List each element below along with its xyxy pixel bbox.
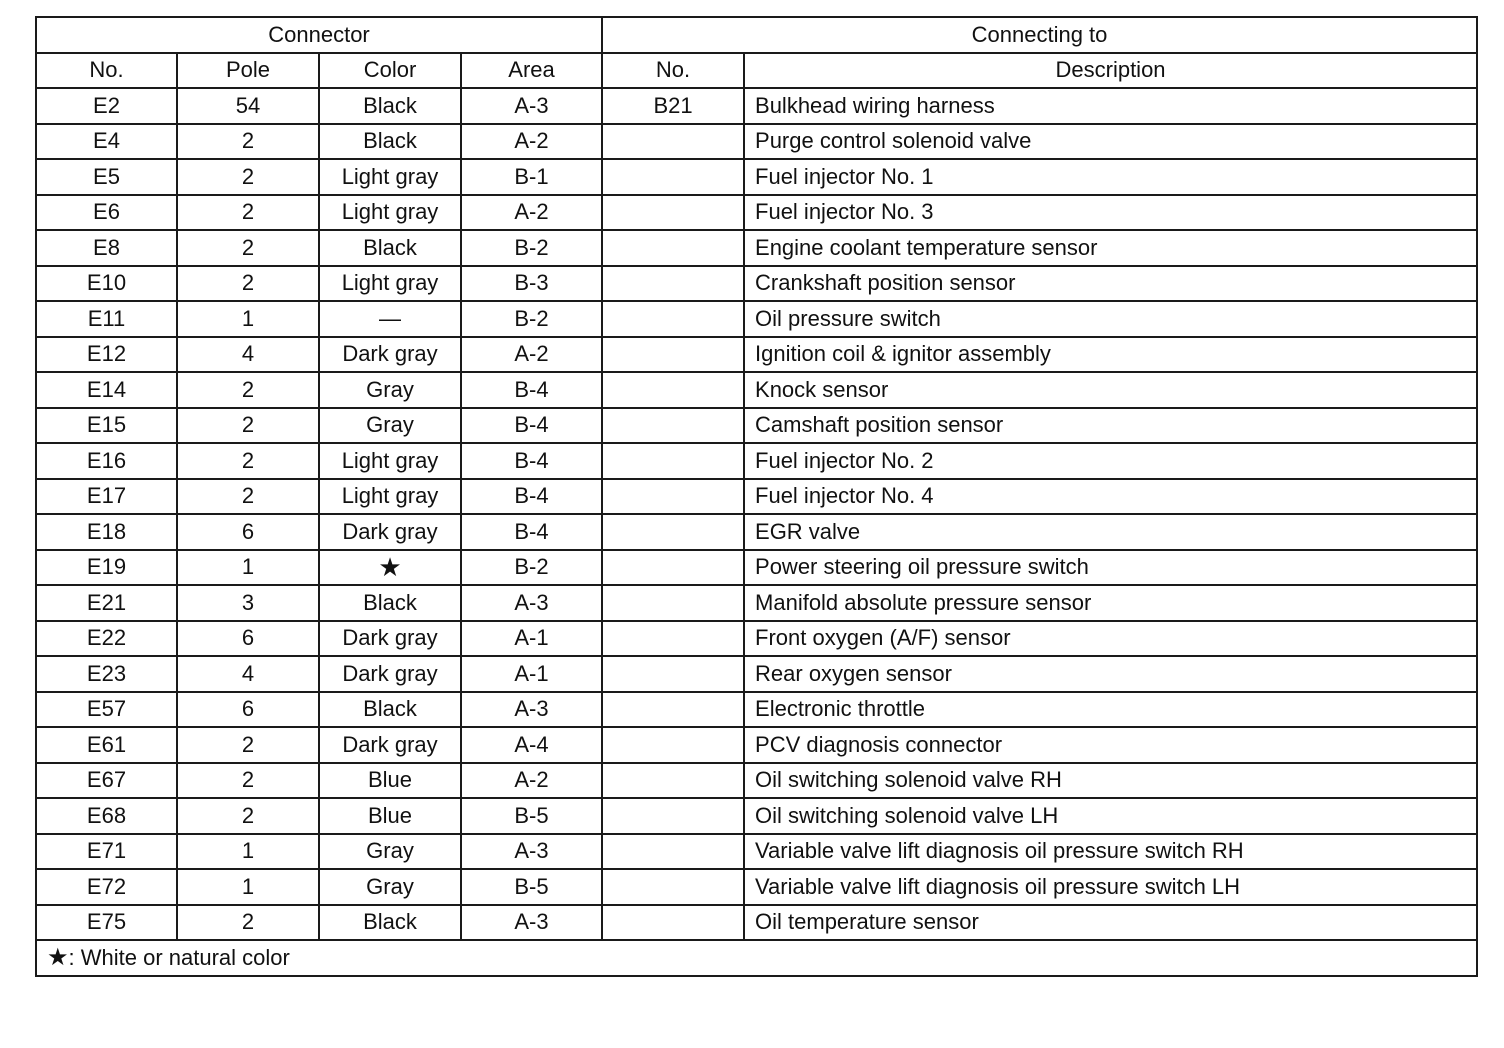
- cell-no: E23: [36, 656, 177, 692]
- cell-description: Front oxygen (A/F) sensor: [744, 621, 1477, 657]
- cell-description: Power steering oil pressure switch: [744, 550, 1477, 586]
- star-icon: ★: [319, 550, 461, 586]
- table-row: [36, 337, 1477, 373]
- cell-pole: 1: [177, 834, 319, 870]
- cell-pole: 2: [177, 195, 319, 231]
- cell-color: Light gray: [319, 479, 461, 515]
- table-row: [36, 905, 1477, 941]
- cell-color: Black: [319, 585, 461, 621]
- column-header-row: [36, 53, 1477, 89]
- cell-area: A-3: [461, 905, 602, 941]
- table-row: [36, 372, 1477, 408]
- table-row: [36, 656, 1477, 692]
- cell-to-no: [602, 301, 744, 337]
- header-no: No.: [36, 53, 177, 89]
- table-row: [36, 869, 1477, 905]
- cell-description: Engine coolant temperature sensor: [744, 230, 1477, 266]
- cell-to-no: [602, 798, 744, 834]
- table-row: [36, 692, 1477, 728]
- cell-to-no: [602, 159, 744, 195]
- cell-no: E8: [36, 230, 177, 266]
- cell-no: E16: [36, 443, 177, 479]
- cell-pole: 2: [177, 408, 319, 444]
- cell-no: E11: [36, 301, 177, 337]
- cell-to-no: [602, 763, 744, 799]
- cell-area: B-5: [461, 798, 602, 834]
- table-row: [36, 88, 1477, 124]
- header-connector: Connector: [36, 17, 602, 53]
- cell-to-no: [602, 656, 744, 692]
- cell-area: A-2: [461, 124, 602, 160]
- cell-to-no: [602, 124, 744, 160]
- cell-no: E18: [36, 514, 177, 550]
- table-row: [36, 550, 1477, 586]
- cell-color: Gray: [319, 408, 461, 444]
- cell-no: E6: [36, 195, 177, 231]
- cell-area: B-2: [461, 550, 602, 586]
- cell-color: Gray: [319, 372, 461, 408]
- cell-pole: 2: [177, 230, 319, 266]
- cell-area: B-3: [461, 266, 602, 302]
- cell-to-no: [602, 266, 744, 302]
- cell-color: Black: [319, 905, 461, 941]
- header-pole: Pole: [177, 53, 319, 89]
- cell-description: Variable valve lift diagnosis oil pressure switch LH: [744, 869, 1477, 905]
- cell-to-no: [602, 621, 744, 657]
- table-row: [36, 585, 1477, 621]
- cell-pole: 6: [177, 621, 319, 657]
- cell-description: Variable valve lift diagnosis oil pressure switch RH: [744, 834, 1477, 870]
- cell-pole: 4: [177, 656, 319, 692]
- cell-area: B-2: [461, 301, 602, 337]
- cell-to-no: [602, 443, 744, 479]
- cell-no: E10: [36, 266, 177, 302]
- table-row: [36, 763, 1477, 799]
- cell-color: Blue: [319, 763, 461, 799]
- cell-area: A-3: [461, 88, 602, 124]
- header-color: Color: [319, 53, 461, 89]
- cell-color: Black: [319, 692, 461, 728]
- table-row: [36, 408, 1477, 444]
- cell-to-no: [602, 727, 744, 763]
- cell-no: E14: [36, 372, 177, 408]
- cell-color: Dark gray: [319, 727, 461, 763]
- cell-to-no: [602, 408, 744, 444]
- cell-no: E4: [36, 124, 177, 160]
- table-row: [36, 301, 1477, 337]
- cell-area: A-2: [461, 195, 602, 231]
- cell-to-no: [602, 834, 744, 870]
- cell-no: E72: [36, 869, 177, 905]
- cell-no: E12: [36, 337, 177, 373]
- cell-color: Light gray: [319, 443, 461, 479]
- cell-description: Rear oxygen sensor: [744, 656, 1477, 692]
- cell-description: Oil pressure switch: [744, 301, 1477, 337]
- table-row: [36, 124, 1477, 160]
- cell-area: B-2: [461, 230, 602, 266]
- header-description: Description: [744, 53, 1477, 89]
- cell-description: Fuel injector No. 1: [744, 159, 1477, 195]
- cell-to-no: [602, 514, 744, 550]
- cell-color: Dark gray: [319, 337, 461, 373]
- cell-description: Fuel injector No. 2: [744, 443, 1477, 479]
- cell-pole: 2: [177, 763, 319, 799]
- star-icon: ★: [47, 943, 69, 971]
- cell-pole: 2: [177, 479, 319, 515]
- table-row: [36, 230, 1477, 266]
- table-row: [36, 195, 1477, 231]
- cell-to-no: B21: [602, 88, 744, 124]
- cell-description: Purge control solenoid valve: [744, 124, 1477, 160]
- cell-description: PCV diagnosis connector: [744, 727, 1477, 763]
- cell-color: Black: [319, 124, 461, 160]
- connector-table: [35, 16, 1478, 977]
- cell-no: E19: [36, 550, 177, 586]
- cell-area: B-4: [461, 479, 602, 515]
- cell-pole: 6: [177, 692, 319, 728]
- cell-area: A-3: [461, 585, 602, 621]
- cell-color: Dark gray: [319, 514, 461, 550]
- cell-no: E21: [36, 585, 177, 621]
- cell-to-no: [602, 585, 744, 621]
- cell-no: E17: [36, 479, 177, 515]
- cell-area: A-1: [461, 621, 602, 657]
- cell-pole: 2: [177, 266, 319, 302]
- cell-area: B-4: [461, 372, 602, 408]
- cell-description: Crankshaft position sensor: [744, 266, 1477, 302]
- cell-area: B-4: [461, 408, 602, 444]
- cell-pole: 6: [177, 514, 319, 550]
- cell-to-no: [602, 692, 744, 728]
- cell-pole: 4: [177, 337, 319, 373]
- cell-pole: 2: [177, 159, 319, 195]
- cell-description: Fuel injector No. 4: [744, 479, 1477, 515]
- cell-pole: 1: [177, 550, 319, 586]
- cell-pole: 2: [177, 443, 319, 479]
- cell-no: E71: [36, 834, 177, 870]
- cell-to-no: [602, 869, 744, 905]
- cell-pole: 2: [177, 727, 319, 763]
- footnote-text: : White or natural color: [68, 944, 290, 970]
- cell-to-no: [602, 195, 744, 231]
- cell-area: A-3: [461, 692, 602, 728]
- table-row: [36, 834, 1477, 870]
- cell-no: E67: [36, 763, 177, 799]
- cell-color: Black: [319, 230, 461, 266]
- cell-pole: 2: [177, 372, 319, 408]
- cell-color: —: [319, 301, 461, 337]
- cell-no: E68: [36, 798, 177, 834]
- footnote: [36, 940, 1477, 976]
- cell-description: Knock sensor: [744, 372, 1477, 408]
- cell-area: B-1: [461, 159, 602, 195]
- cell-description: Oil switching solenoid valve LH: [744, 798, 1477, 834]
- cell-pole: 2: [177, 124, 319, 160]
- cell-color: Gray: [319, 869, 461, 905]
- cell-to-no: [602, 337, 744, 373]
- cell-pole: 54: [177, 88, 319, 124]
- cell-description: Manifold absolute pressure sensor: [744, 585, 1477, 621]
- cell-description: Oil switching solenoid valve RH: [744, 763, 1477, 799]
- cell-to-no: [602, 230, 744, 266]
- cell-description: Camshaft position sensor: [744, 408, 1477, 444]
- table-row: [36, 479, 1477, 515]
- header-to-no: No.: [602, 53, 744, 89]
- table-row: [36, 798, 1477, 834]
- cell-no: E61: [36, 727, 177, 763]
- cell-color: Light gray: [319, 266, 461, 302]
- footnote-row: [36, 940, 1477, 976]
- header-area: Area: [461, 53, 602, 89]
- cell-pole: 2: [177, 798, 319, 834]
- cell-area: A-4: [461, 727, 602, 763]
- table-row: [36, 621, 1477, 657]
- table-row: [36, 266, 1477, 302]
- cell-to-no: [602, 479, 744, 515]
- group-header-row: [36, 17, 1477, 53]
- cell-color: Dark gray: [319, 621, 461, 657]
- cell-description: Fuel injector No. 3: [744, 195, 1477, 231]
- cell-description: Bulkhead wiring harness: [744, 88, 1477, 124]
- cell-area: B-5: [461, 869, 602, 905]
- cell-pole: 1: [177, 301, 319, 337]
- cell-to-no: [602, 905, 744, 941]
- cell-pole: 3: [177, 585, 319, 621]
- cell-area: A-2: [461, 337, 602, 373]
- cell-no: E5: [36, 159, 177, 195]
- cell-area: A-2: [461, 763, 602, 799]
- cell-to-no: [602, 550, 744, 586]
- table-row: [36, 514, 1477, 550]
- cell-description: Oil temperature sensor: [744, 905, 1477, 941]
- table-row: [36, 159, 1477, 195]
- cell-no: E57: [36, 692, 177, 728]
- cell-no: E15: [36, 408, 177, 444]
- cell-area: B-4: [461, 443, 602, 479]
- cell-color: Dark gray: [319, 656, 461, 692]
- header-connecting-to: Connecting to: [602, 17, 1477, 53]
- cell-description: EGR valve: [744, 514, 1477, 550]
- cell-description: Electronic throttle: [744, 692, 1477, 728]
- table-body: [36, 88, 1477, 940]
- cell-color: Gray: [319, 834, 461, 870]
- cell-color: Light gray: [319, 159, 461, 195]
- table-row: [36, 443, 1477, 479]
- cell-description: Ignition coil & ignitor assembly: [744, 337, 1477, 373]
- cell-pole: 1: [177, 869, 319, 905]
- cell-area: A-3: [461, 834, 602, 870]
- cell-no: E22: [36, 621, 177, 657]
- cell-color: Black: [319, 88, 461, 124]
- cell-pole: 2: [177, 905, 319, 941]
- cell-color: Light gray: [319, 195, 461, 231]
- table-row: [36, 727, 1477, 763]
- cell-area: B-4: [461, 514, 602, 550]
- cell-color: Blue: [319, 798, 461, 834]
- cell-to-no: [602, 372, 744, 408]
- cell-no: E2: [36, 88, 177, 124]
- cell-area: A-1: [461, 656, 602, 692]
- cell-no: E75: [36, 905, 177, 941]
